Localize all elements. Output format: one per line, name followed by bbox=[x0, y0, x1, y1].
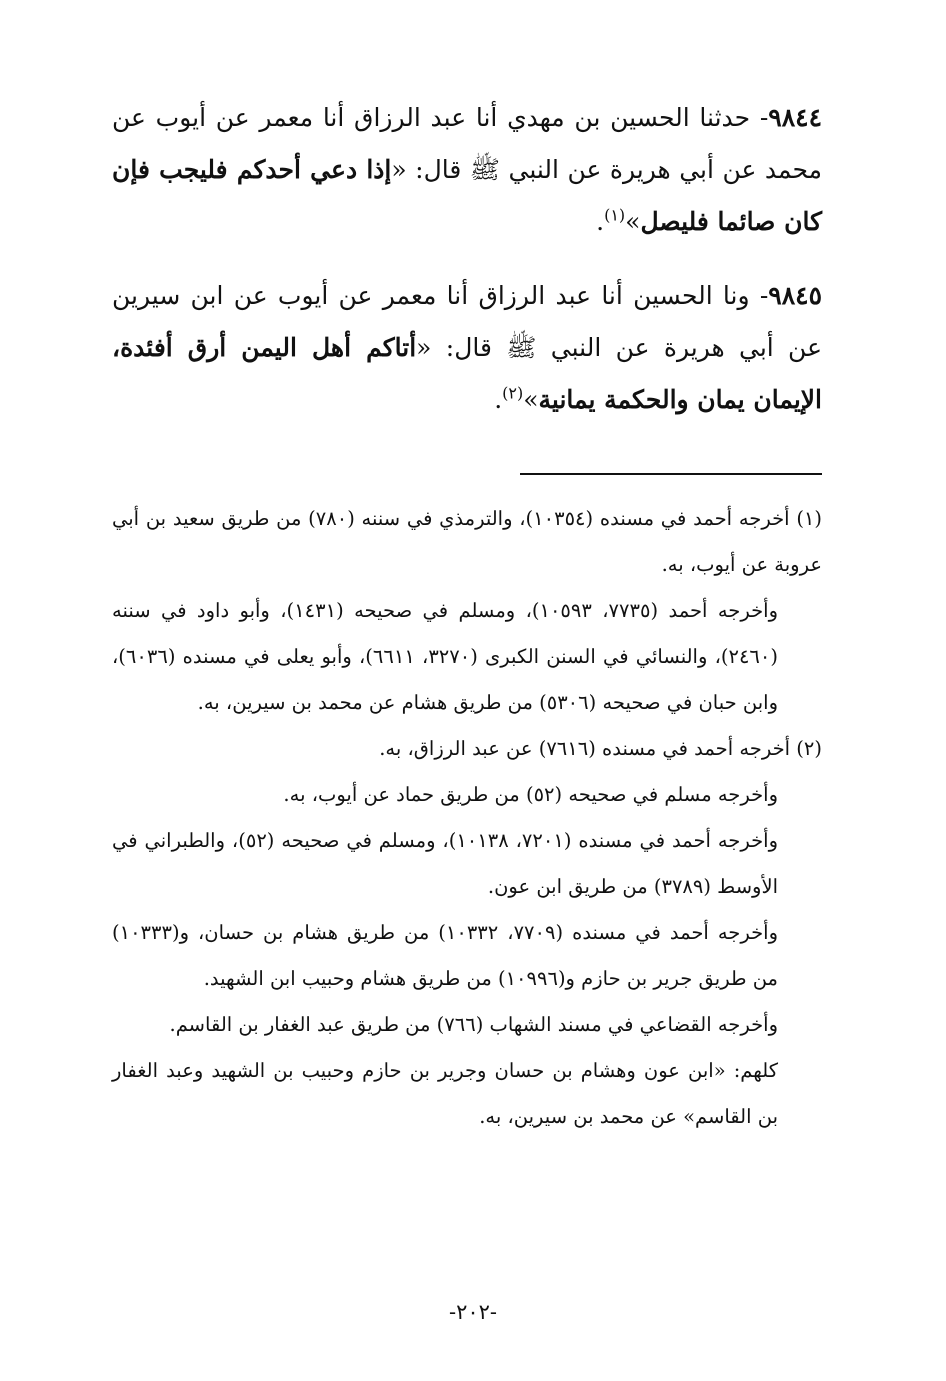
footnote-paragraph: كلهم: «ابن عون وهشام بن حسان وجرير بن حازم وحبيب بن الشهيد وعبد الغفار بن القاسم» عن محمد بن سيرين، به. bbox=[112, 1059, 778, 1128]
hadith-end: . bbox=[494, 385, 503, 414]
hadith-9844 bbox=[112, 92, 822, 248]
hadith-matn: أتاكم أهل اليمن أرق أفئدة، الإيمان يمان والحكمة يمانية bbox=[112, 333, 822, 414]
hadith-quote-close: » bbox=[625, 207, 641, 236]
hadith-chain: - ونا الحسين أنا عبد الرزاق أنا معمر عن أيوب عن ابن سيرين عن أبي هريرة عن النبي ﷺ قال: « bbox=[112, 281, 822, 362]
footnote-paragraph: وأخرجه مسلم في صحيحه (٥٢) من طريق حماد عن أيوب، به. bbox=[283, 783, 778, 806]
footnote-reference: (١) bbox=[604, 205, 626, 225]
page-number: -٢٠٢- bbox=[448, 1300, 498, 1324]
footnotes bbox=[112, 496, 822, 1140]
hadith-number: ٩٨٤٥ bbox=[768, 281, 822, 310]
footnote-paragraph: وأخرجه أحمد (٧٧٣٥، ١٠٥٩٣)، ومسلم في صحيحه (١٤٣١)، وأبو داود في سننه (٢٤٦٠)، والنسائي في السنن الكبرى (٣٢٧٠، ٦٦١١)، وأبو يعلى في مسنده (٦٠٣٦)، وابن حبان في صحيحه (٥٣٠٦) من طريق هشام عن محمد بن سيرين، به. bbox=[112, 599, 778, 714]
footnote-paragraph: وأخرجه أحمد في مسنده (٧٢٠١، ١٠١٣٨)، ومسلم في صحيحه (٥٢)، والطبراني في الأوسط (٣٧٨٩) من طريق ابن عون. bbox=[112, 829, 779, 898]
hadith-9845 bbox=[112, 270, 822, 426]
footnote-separator bbox=[520, 473, 822, 475]
footnote-marker: (١) bbox=[796, 507, 823, 530]
hadith-number: ٩٨٤٤ bbox=[768, 103, 822, 132]
footnote-reference: (٢) bbox=[502, 383, 524, 403]
main-text bbox=[112, 92, 822, 448]
hadith-quote-close: » bbox=[523, 385, 539, 414]
hadith-chain: - حدثنا الحسين بن مهدي أنا عبد الرزاق أنا معمر عن أيوب عن محمد عن أبي هريرة عن النبي ﷺ قال: « bbox=[112, 103, 822, 184]
footnote-paragraph: وأخرجه أحمد في مسنده (٧٧٠٩، ١٠٣٣٢) من طريق هشام بن حسان، و(١٠٣٣٣) من طريق جرير بن حازم و(١٠٩٩٦) من طريق هشام وحبيب ابن الشهيد. bbox=[112, 921, 779, 990]
footnote-1 bbox=[112, 496, 822, 588]
hadith-end: . bbox=[596, 207, 605, 236]
footnote-text: أخرجه أحمد في مسنده (١٠٣٥٤)، والترمذي في سننه (٧٨٠) من طريق سعيد بن أبي عروبة عن أيوب، به. bbox=[112, 507, 822, 576]
footnote-marker: (٢) bbox=[796, 737, 822, 760]
footnote-text: أخرجه أحمد في مسنده (٧٦١٦) عن عبد الرزاق، به. bbox=[379, 737, 791, 760]
footnote-2 bbox=[112, 726, 822, 772]
hadith-matn: إذا دعي أحدكم فليجب فإن كان صائما فليصل bbox=[112, 155, 822, 236]
footnote-paragraph: وأخرجه القضاعي في مسند الشهاب (٧٦٦) من طريق عبد الغفار بن القاسم. bbox=[169, 1013, 778, 1036]
